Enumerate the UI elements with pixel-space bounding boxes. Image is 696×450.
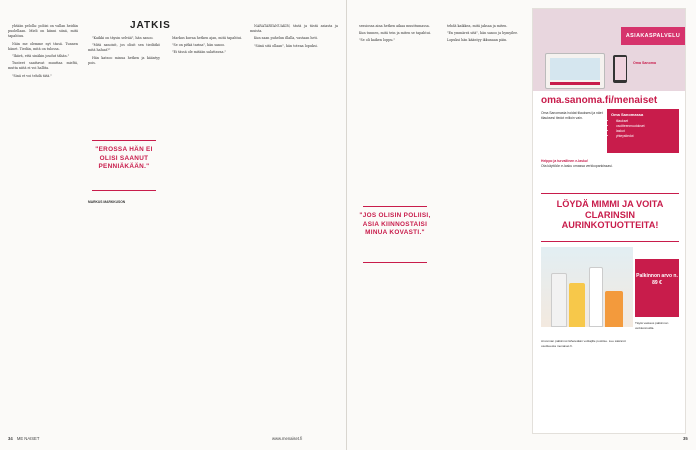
paragraph: "Se oli kaiken loppu.": [359, 38, 396, 43]
section-title: JATKIS: [130, 20, 171, 31]
text-column-2-bottom: [88, 200, 160, 420]
phone-icon: [613, 55, 627, 83]
pullquote-rule-top: [363, 206, 427, 207]
magazine-name: ME NAISET: [16, 436, 40, 441]
paragraph: "Se on pitkä tarina", hän sanoo.: [172, 43, 226, 48]
paragraph: Hän katsoo minua hetken ja kääntyy pois.: [88, 55, 160, 65]
ad-help-text: Ota käyttöön e-lasku omassa verkkopankissasi.: [541, 163, 613, 168]
laptop-icon: [545, 53, 605, 89]
text-column-2-top: [88, 36, 160, 136]
paragraph: "Kaikki on täysin selvää", hän sanoo.: [92, 36, 154, 40]
paragraph: yhtään pelolla: poliisi on vallan heidän puolellaan. Mieli on kiinni siinä, mitä tapahtuu.: [8, 24, 78, 39]
list-item: • tilaukset: [616, 119, 675, 124]
ad-divider: [541, 193, 679, 194]
ad-feature-title: Oma Sanomassa: [611, 112, 644, 117]
paragraph: "Siinä sitä ollaan", hän toteaa lopuksi.: [254, 43, 318, 48]
left-folio: [8, 436, 39, 441]
bottle-icon: [551, 273, 567, 327]
pullquote-rule-top: [92, 140, 156, 141]
pullquote: "EROSSA HÄN EI OLISI SAANUT PENNIÄKÄÄN.": [95, 146, 153, 170]
bottle-icon: [589, 267, 603, 327]
ad-intro-text: Oma Sanomasta hoidat tilauksesi ja näet tilauksesi tiedot milloin vain.: [541, 111, 603, 120]
ad-help-title: Helppo ja turvallinen e-lasku!: [541, 159, 589, 163]
pullquote-rule-bottom: [363, 262, 427, 263]
text-column-3: [168, 36, 242, 421]
left-page: [0, 0, 347, 450]
asiakaspalvelu-flag: ASIAKASPALVELU: [621, 27, 685, 45]
left-folio-url: www.menaiset.fi: [272, 436, 303, 441]
page-number: 35: [683, 436, 688, 441]
paragraph: Kun tunnen, mitä tein ja miten se tapahtui.: [359, 31, 431, 36]
right-folio: [683, 436, 691, 441]
paragraph: "Sinä et voi tehdä tätä.": [12, 73, 52, 78]
paragraph: tehdä kaikkea, mitä jaksaa ja miten.: [447, 24, 508, 28]
byline: MARKUS MARKKUSON: [88, 200, 126, 204]
paragraph: "Ikävä, että sinäkin joudut tähän.": [12, 54, 70, 59]
paragraph: Lopuksi hän kääntyy ikkunaan päin.: [447, 38, 508, 43]
list-item: • laskut: [616, 129, 675, 134]
ad-feature-box: [607, 109, 679, 153]
paragraph: "En ymmärrä sitä", hän sanoo ja hymyilee.: [447, 31, 519, 36]
text-column-4: [250, 24, 338, 422]
ad-divider: [541, 241, 679, 242]
pullquote: "JOS OLISIN POLIISI, ASIA KIINNOSTAISI MINUA KOVASTI.": [359, 212, 431, 236]
ad-url-link[interactable]: oma.sanoma.fi/menaiset: [541, 95, 658, 106]
prize-value-badge: Palkinnon arvo n. 89 €: [635, 259, 679, 317]
paragraph: Tunteet saattavat muuttaa mieltä, mutta niitä ei voi hallita.: [8, 61, 78, 71]
paragraph: "Mitä sanoisit, jos olisit sen tiedätkö mitä haluat?": [88, 43, 160, 53]
list-item: • yhteystiedot: [616, 134, 675, 139]
bottle-icon: [605, 291, 623, 327]
paragraph: Markus kuvaa hetken ajan, mitä tapahtui.: [172, 36, 242, 40]
ad-feature-list: [611, 119, 675, 139]
phone-label: Oma Sanoma: [633, 61, 656, 65]
page-number: 34: [8, 436, 13, 441]
paragraph: "Ei tässä ole mitään salattavaa.": [172, 50, 227, 55]
product-photo: [541, 247, 633, 327]
bottle-icon: [569, 283, 585, 327]
ad-fine-print: Arvonnan palkinnot lähetetään voittajille postitse. Lue säännöt osoitteesta menaiset.fi.: [541, 339, 626, 348]
pullquote-rule-bottom: [92, 190, 156, 191]
list-item: • osoitteenmuutokset: [616, 124, 675, 129]
paragraph: Näin me olemme nyt tässä. Tunnen hänet. Tiedän, mitä on tulossa.: [8, 41, 78, 51]
ad-banner: [533, 9, 685, 91]
text-column-6: [443, 24, 525, 424]
ad-contest-headline: LÖYDÄ MIMMI JA VOITA CLARINSIN AURINKOTUOTTEITA!: [556, 199, 664, 230]
paragraph: Kun saan puhelun illalla, vastaan heti.: [254, 36, 318, 41]
text-column-1: [8, 24, 78, 424]
ad-help-section: [541, 159, 679, 169]
paragraph: NÄRÄTÄRYÄNUAKIN, tästä ja tästä asiasta ja muista.: [250, 24, 338, 34]
prize-note: Täytä vastaus palkinnon verkkosivuilla.: [635, 321, 669, 330]
paragraph: sessiossa aina hetken aikaa muuttumassa.: [359, 24, 430, 28]
sanoma-advertisement[interactable]: [532, 8, 686, 434]
